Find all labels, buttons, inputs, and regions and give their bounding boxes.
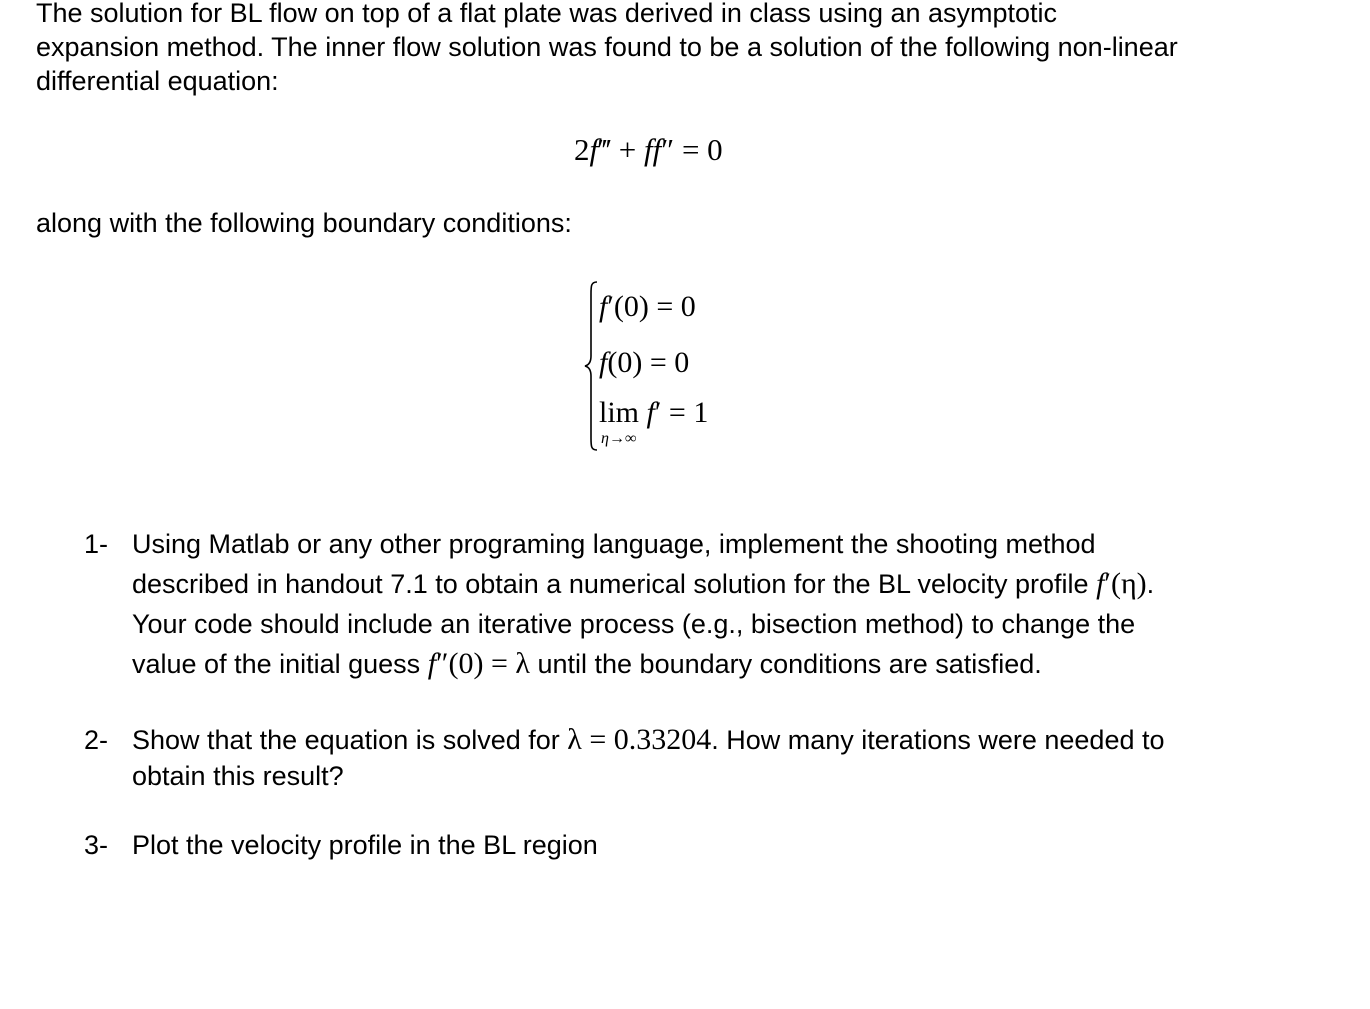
question-1-number: 1- <box>84 529 109 559</box>
boundary-condition-2 <box>599 346 689 380</box>
question-2-number: 2- <box>84 725 109 755</box>
equation-triple-prime: ‴ <box>598 132 612 167</box>
question-2 <box>84 722 1284 794</box>
question-1-line-2-end: . <box>1146 569 1155 599</box>
boundary-condition-3 <box>599 396 708 430</box>
question-1-line-4-text: value of the initial guess <box>132 649 428 679</box>
question-1-line-4 <box>132 644 1284 684</box>
question-1-line-2 <box>132 564 1284 604</box>
question-1 <box>84 524 1284 684</box>
intro-line-1: The solution for BL flow on top of a flat plate was derived in class using an asymptotic <box>36 0 1058 28</box>
bc3-lim: lim <box>599 396 647 429</box>
question-1-line-4-end: until the boundary conditions are satisfied. <box>529 649 1042 679</box>
bc2-expression: (0) = 0 <box>607 346 690 379</box>
boundary-conditions-label: along with the following boundary conditions: <box>36 208 572 238</box>
intro-line-3: differential equation: <box>36 66 279 96</box>
question-1-line-3: Your code should include an iterative process (e.g., bisection method) to change the <box>132 609 1136 639</box>
boundary-conditions-block <box>583 280 743 452</box>
bc3-expression: ′ = 1 <box>654 396 709 429</box>
boundary-condition-1 <box>599 290 696 324</box>
bc1-expression: ′(0) = 0 <box>607 290 696 323</box>
equation-ff: ff <box>644 132 662 167</box>
blasius-equation <box>574 132 723 168</box>
equation-double-prime: ″ <box>661 132 675 167</box>
lambda-value-math: λ = 0.33204 <box>567 723 712 756</box>
question-1-line-1: Using Matlab or any other programing language, implement the shooting method <box>132 529 1096 559</box>
intro-paragraph <box>36 0 1284 98</box>
equation-plus: + <box>611 132 645 167</box>
equation-f: f <box>589 132 599 167</box>
bc2-function: f <box>599 346 608 379</box>
question-3-line-1: Plot the velocity profile in the BL region <box>132 830 598 860</box>
bc1-function: f <box>599 290 608 323</box>
question-1-line-2-text: described in handout 7.1 to obtain a numerical solution for the BL velocity profile <box>132 569 1097 599</box>
question-2-text <box>132 722 1284 794</box>
equation-coefficient: 2 <box>574 132 590 167</box>
question-2-line-1-text: Show that the equation is solved for <box>132 725 568 755</box>
question-1-text <box>132 524 1284 684</box>
question-3-number: 3- <box>84 830 109 860</box>
bc3-function: f <box>646 396 655 429</box>
question-3 <box>84 826 1284 864</box>
intro-line-2: expansion method. The inner flow solution was found to be a solution of the following non-linear <box>36 32 1178 62</box>
question-3-text <box>132 826 1284 864</box>
velocity-profile-math: f′(η) <box>1096 567 1147 600</box>
question-2-line-2: obtain this result? <box>132 761 344 791</box>
equation-equals-zero: = 0 <box>674 132 723 167</box>
question-2-line-1-end: . How many iterations were needed to <box>711 725 1165 755</box>
question-2-line-1 <box>132 722 1284 758</box>
initial-guess-math: f″(0) = λ <box>427 647 530 680</box>
bc3-limit-subscript: η→∞ <box>601 430 637 447</box>
